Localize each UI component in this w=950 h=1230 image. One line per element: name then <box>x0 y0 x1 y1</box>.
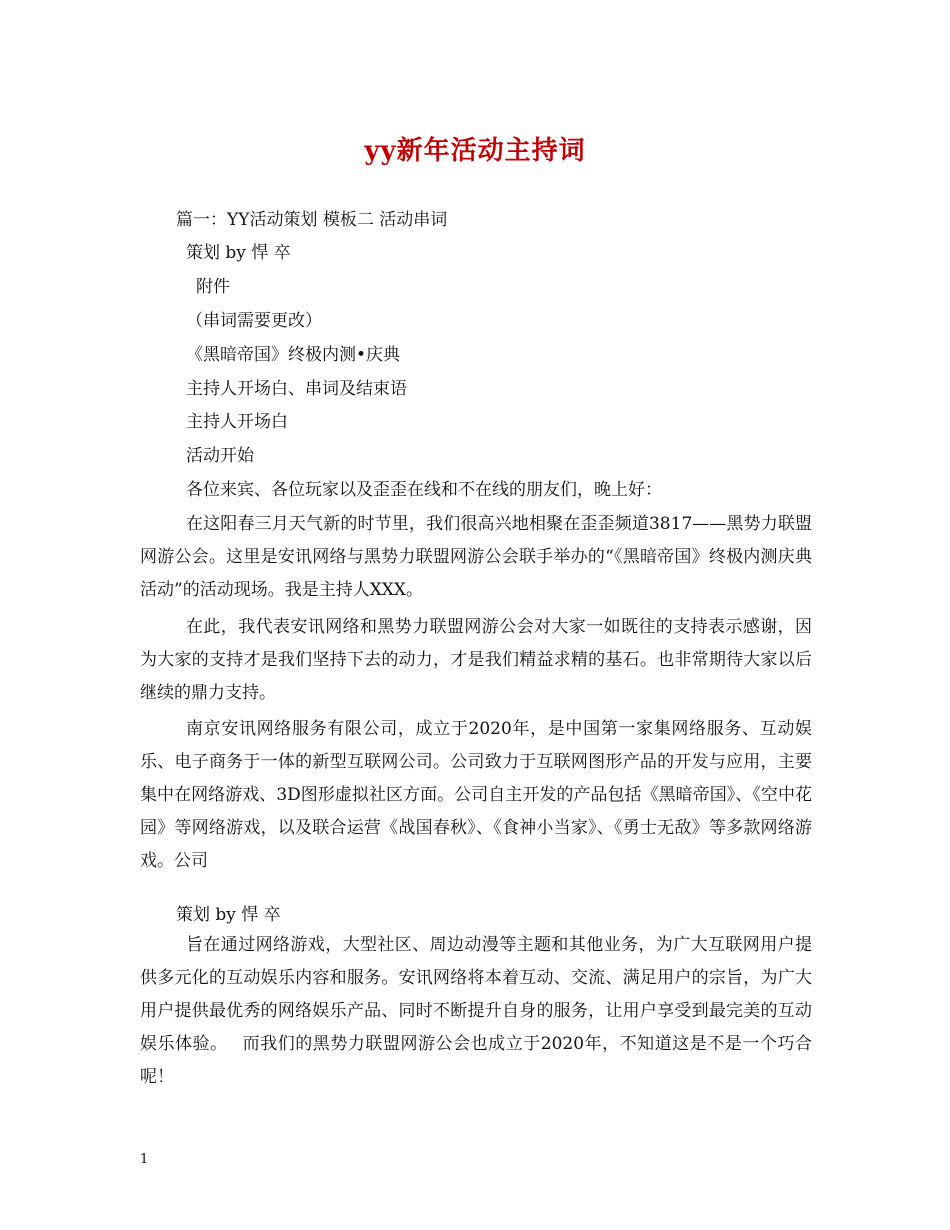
attachment-label: 附件 <box>196 277 230 297</box>
event-name: 《黑暗帝国》终极内测•庆典 <box>186 345 401 365</box>
script-scope: 主持人开场白、串词及结束语 <box>186 379 407 399</box>
page-number: 1 <box>140 1152 149 1167</box>
paragraph-closing: 旨在通过网络游戏，大型社区、周边动漫等主题和其他业务，为广大互联网用户提供多元化的互动娱乐内容和服务。安讯网络将本着互动、交流、满足用户的宗旨，为广大用户提供最优秀的网络娱乐产品、同时不断提升自身的服务，让用户享受到最完美的互动娱乐体验。 而我们的黑势力联盟网游公会也成立于2020年，不知道这是不是一个巧合呢！ <box>140 935 812 1087</box>
paragraph-welcome: 在这阳春三月天气新的时节里，我们很高兴地相聚在歪歪频道3817——黑势力联盟网游公会。这里是安讯网络与黑势力联盟网游公会联手举办的“《黑暗帝国》终极内测庆典活动”的活动现场。我是主持人XXX。 <box>140 514 812 600</box>
event-start: 活动开始 <box>186 446 254 466</box>
document-title: yy新年活动主持词 <box>364 136 586 166</box>
greeting-line: 各位来宾、各位玩家以及歪歪在线和不在线的朋友们，晚上好： <box>186 480 662 500</box>
paragraph-company: 南京安讯网络服务有限公司，成立于2020年，是中国第一家集网络服务、互动娱乐、电子商务于一体的新型互联网公司。公司致力于互联网图形产品的开发与应用，主要集中在网络游戏、3D图形虚拟社区方面。公司自主开发的产品包括《黑暗帝国》、《空中花园》等网络游戏，以及联合运营《战国春秋》、《食神小当家》、《勇士无敌》等多款网络游戏。公司 <box>140 719 812 871</box>
planner-byline: 策划 by 悍 卒 <box>186 243 291 263</box>
paragraph-thanks: 在此，我代表安讯网络和黑势力联盟网游公会对大家一如既往的支持表示感谢，因为大家的支持才是我们坚持下去的动力，才是我们精益求精的基石。也非常期待大家以后继续的鼎力支持。 <box>140 617 812 703</box>
opening-heading: 主持人开场白 <box>186 412 288 432</box>
edit-note: （串词需要更改） <box>186 311 322 331</box>
planner-byline-repeat: 策划 by 悍 卒 <box>176 905 281 925</box>
section-heading: 篇一：YY活动策划 模板二 活动串词 <box>176 210 448 230</box>
